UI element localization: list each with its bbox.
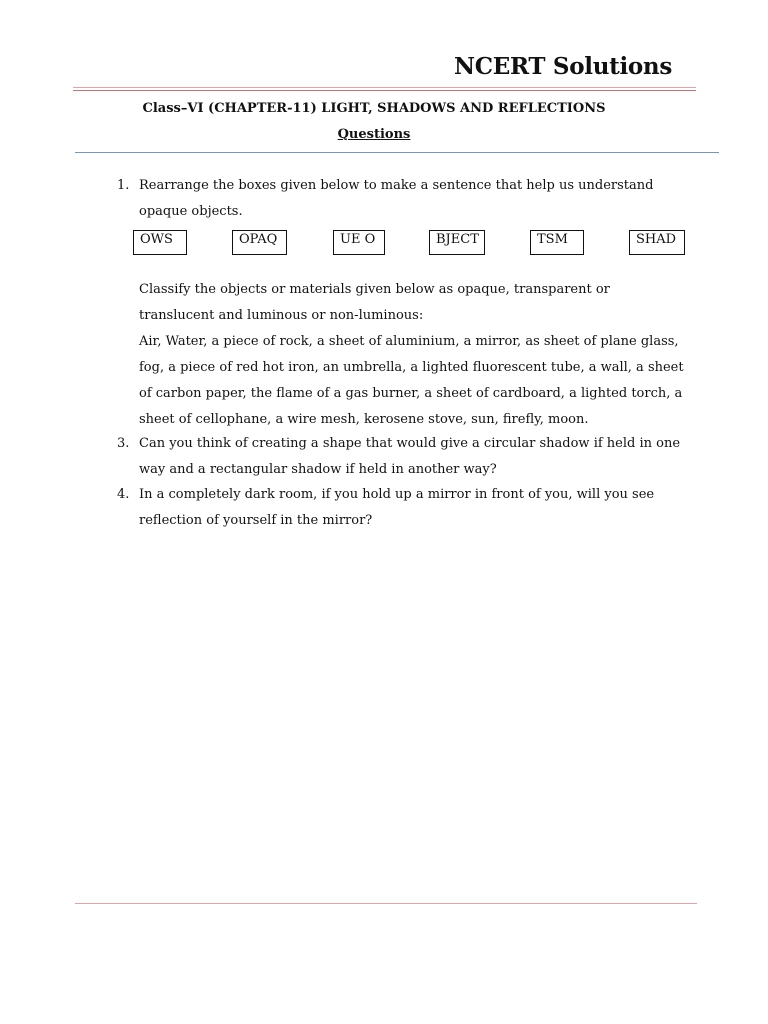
footer-rule [75, 903, 697, 904]
heading-divider [75, 152, 719, 153]
question-2-line-5: of carbon paper, the flame of a gas burner, a sheet of cardboard, a lighted torch, a [139, 386, 683, 401]
question-3-number: 3. [117, 436, 130, 451]
questions-heading: Questions [337, 127, 411, 142]
question-4-number: 4. [117, 487, 130, 502]
question-1-text [139, 173, 684, 225]
word-box-6: SHAD [629, 230, 685, 255]
question-1-line-1: Rearrange the boxes given below to make a sentence that help us understand [139, 178, 654, 193]
question-3-text [139, 431, 684, 483]
question-2-line-6: sheet of cellophane, a wire mesh, kerosene stove, sun, firefly, moon. [139, 412, 589, 427]
question-4-text [139, 482, 684, 534]
header-rule-dark [73, 90, 696, 91]
word-box-1: OWS [133, 230, 187, 255]
question-4-line-2: reflection of yourself in the mirror? [139, 513, 373, 528]
question-2-line-1: Classify the objects or materials given below as opaque, transparent or [139, 282, 610, 297]
brand-title: NCERT Solutions [454, 53, 672, 80]
question-1-number: 1. [117, 178, 130, 193]
word-box-4: BJECT [429, 230, 485, 255]
question-3-line-1: Can you think of creating a shape that would give a circular shadow if held in one [139, 436, 681, 451]
question-2-line-3: Air, Water, a piece of rock, a sheet of aluminium, a mirror, as sheet of plane glass, [139, 334, 679, 349]
question-4-line-1: In a completely dark room, if you hold up a mirror in front of you, will you see [139, 487, 655, 502]
question-2-line-4: fog, a piece of red hot iron, an umbrella, a lighted fluorescent tube, a wall, a sheet [139, 360, 684, 375]
header-rule-light [73, 87, 696, 88]
word-box-5: TSM [530, 230, 584, 255]
chapter-title: Class–VI (CHAPTER-11) LIGHT, SHADOWS AND REFLECTIONS [142, 101, 606, 116]
question-3-line-2: way and a rectangular shadow if held in another way? [139, 462, 497, 477]
word-box-3: UE O [333, 230, 385, 255]
question-2-text [139, 277, 684, 433]
word-box-2: OPAQ [232, 230, 287, 255]
question-1-line-2: opaque objects. [139, 204, 243, 219]
question-2-line-2: translucent and luminous or non-luminous: [139, 308, 424, 323]
